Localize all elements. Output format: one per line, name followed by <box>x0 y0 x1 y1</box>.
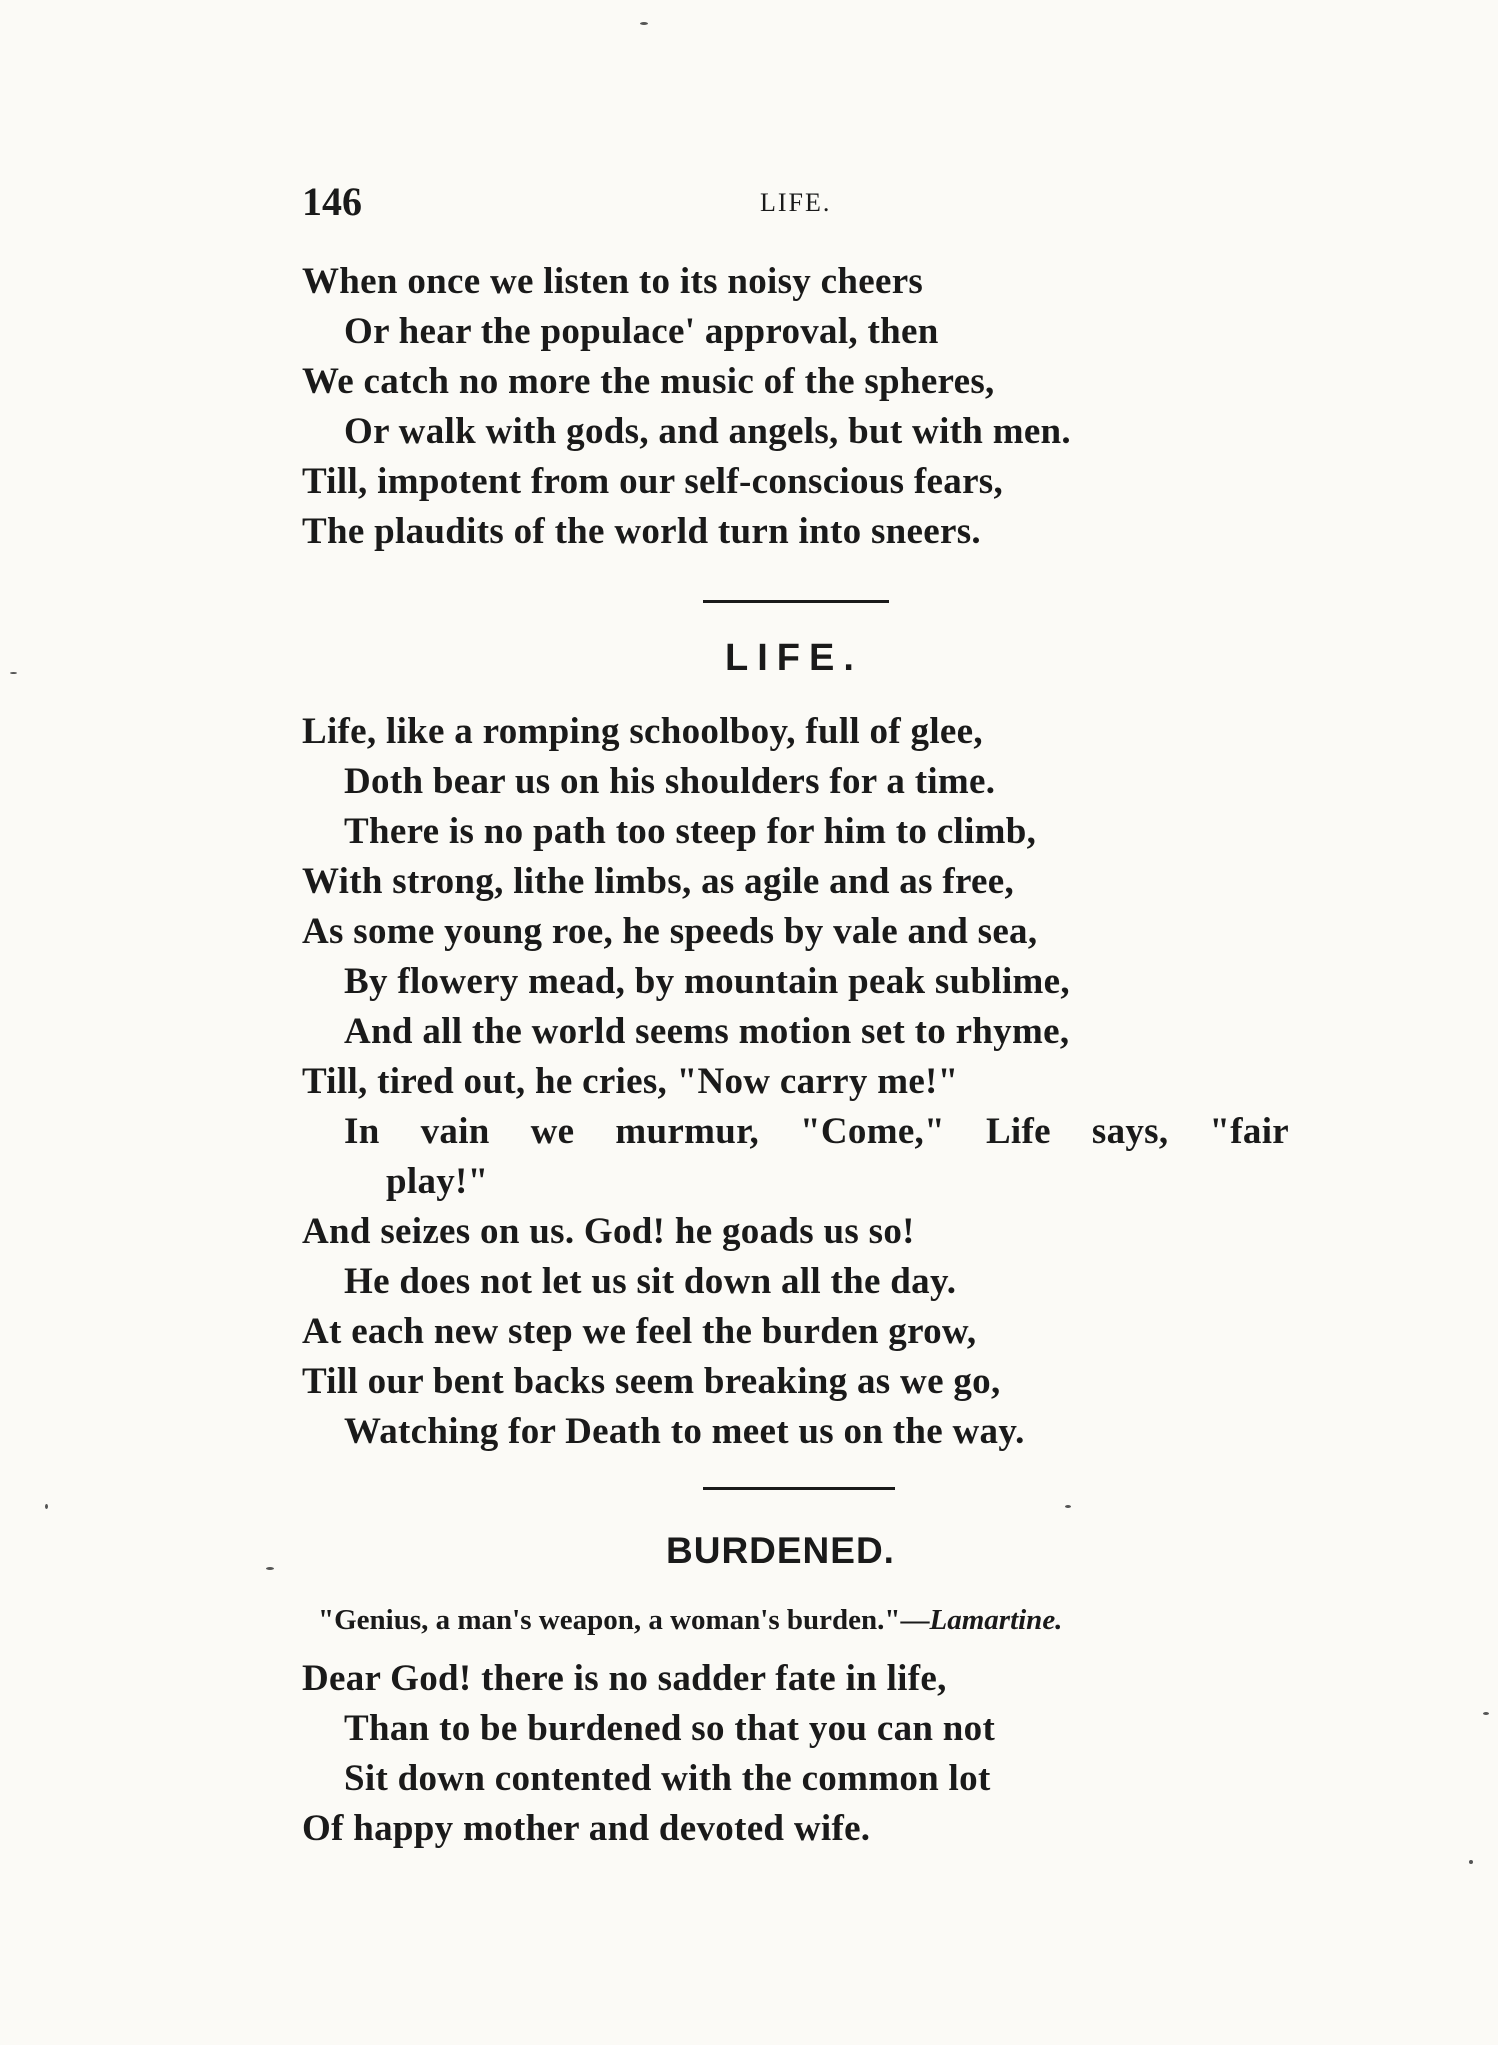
scan-speck <box>1469 1860 1473 1864</box>
poem-line: Till our bent backs seem breaking as we go, <box>302 1361 1001 1402</box>
page-number: 146 <box>302 179 362 224</box>
section-divider <box>703 1487 895 1490</box>
poem-line: And seizes on us. God! he goads us so! <box>302 1211 915 1252</box>
poem-line: There is no path too steep for him to climb, <box>344 811 1037 852</box>
poem-title-life: LIFE. <box>725 637 863 679</box>
scan-speck <box>1483 1712 1489 1715</box>
poem-burdened-body <box>302 1654 1302 1854</box>
poem-line: The plaudits of the world turn into sneers. <box>302 511 981 552</box>
scan-speck <box>1065 1505 1071 1508</box>
poem-line: By flowery mead, by mountain peak sublime, <box>344 961 1070 1002</box>
poem-line: Of happy mother and devoted wife. <box>302 1808 871 1849</box>
scan-speck <box>10 672 17 674</box>
section-divider <box>703 600 889 603</box>
poem-line: Or walk with gods, and angels, but with men. <box>344 411 1071 452</box>
poem-line: He does not let us sit down all the day. <box>344 1261 957 1302</box>
page-header <box>302 178 1302 228</box>
poem-line: With strong, lithe limbs, as agile and as free, <box>302 861 1015 902</box>
scan-speck <box>45 1504 48 1509</box>
scan-speck <box>266 1567 274 1570</box>
poem-line: When once we listen to its noisy cheers <box>302 261 924 302</box>
poem-line: At each new step we feel the burden grow, <box>302 1311 977 1352</box>
poem-line: And all the world seems motion set to rhyme, <box>344 1011 1070 1052</box>
epigraph-quote: "Genius, a man's weapon, a woman's burden."— <box>318 1604 930 1636</box>
poem-title-burdened: BURDENED. <box>666 1530 895 1571</box>
poem-line: Or hear the populace' approval, then <box>344 311 939 352</box>
poem-line: Dear God! there is no sadder fate in life, <box>302 1658 947 1699</box>
poem-line: Life, like a romping schoolboy, full of glee, <box>302 711 983 752</box>
poem-line: As some young roe, he speeds by vale and sea, <box>302 911 1038 952</box>
poem-line: Than to be burdened so that you can not <box>344 1708 996 1749</box>
epigraph <box>318 1604 1062 1637</box>
poem-line: Till, impotent from our self-conscious fears, <box>302 461 1004 502</box>
epigraph-author: Lamartine. <box>929 1604 1063 1636</box>
poem-line: Doth bear us on his shoulders for a time. <box>344 761 996 802</box>
poem-line: Watching for Death to meet us on the way. <box>344 1411 1025 1452</box>
poem-line: play!" <box>386 1161 489 1202</box>
running-head: LIFE. <box>760 188 832 217</box>
poem-line: Sit down contented with the common lot <box>344 1758 991 1799</box>
poem-line: We catch no more the music of the spheres, <box>302 361 995 402</box>
scan-speck <box>640 22 648 25</box>
poem-line: In vain we murmur, "Come," Life says, "fair <box>344 1111 1289 1152</box>
poem-line: Till, tired out, he cries, "Now carry me!" <box>302 1061 959 1102</box>
poem-life-body <box>302 707 1302 1457</box>
previous-poem-stanza <box>302 257 1302 557</box>
